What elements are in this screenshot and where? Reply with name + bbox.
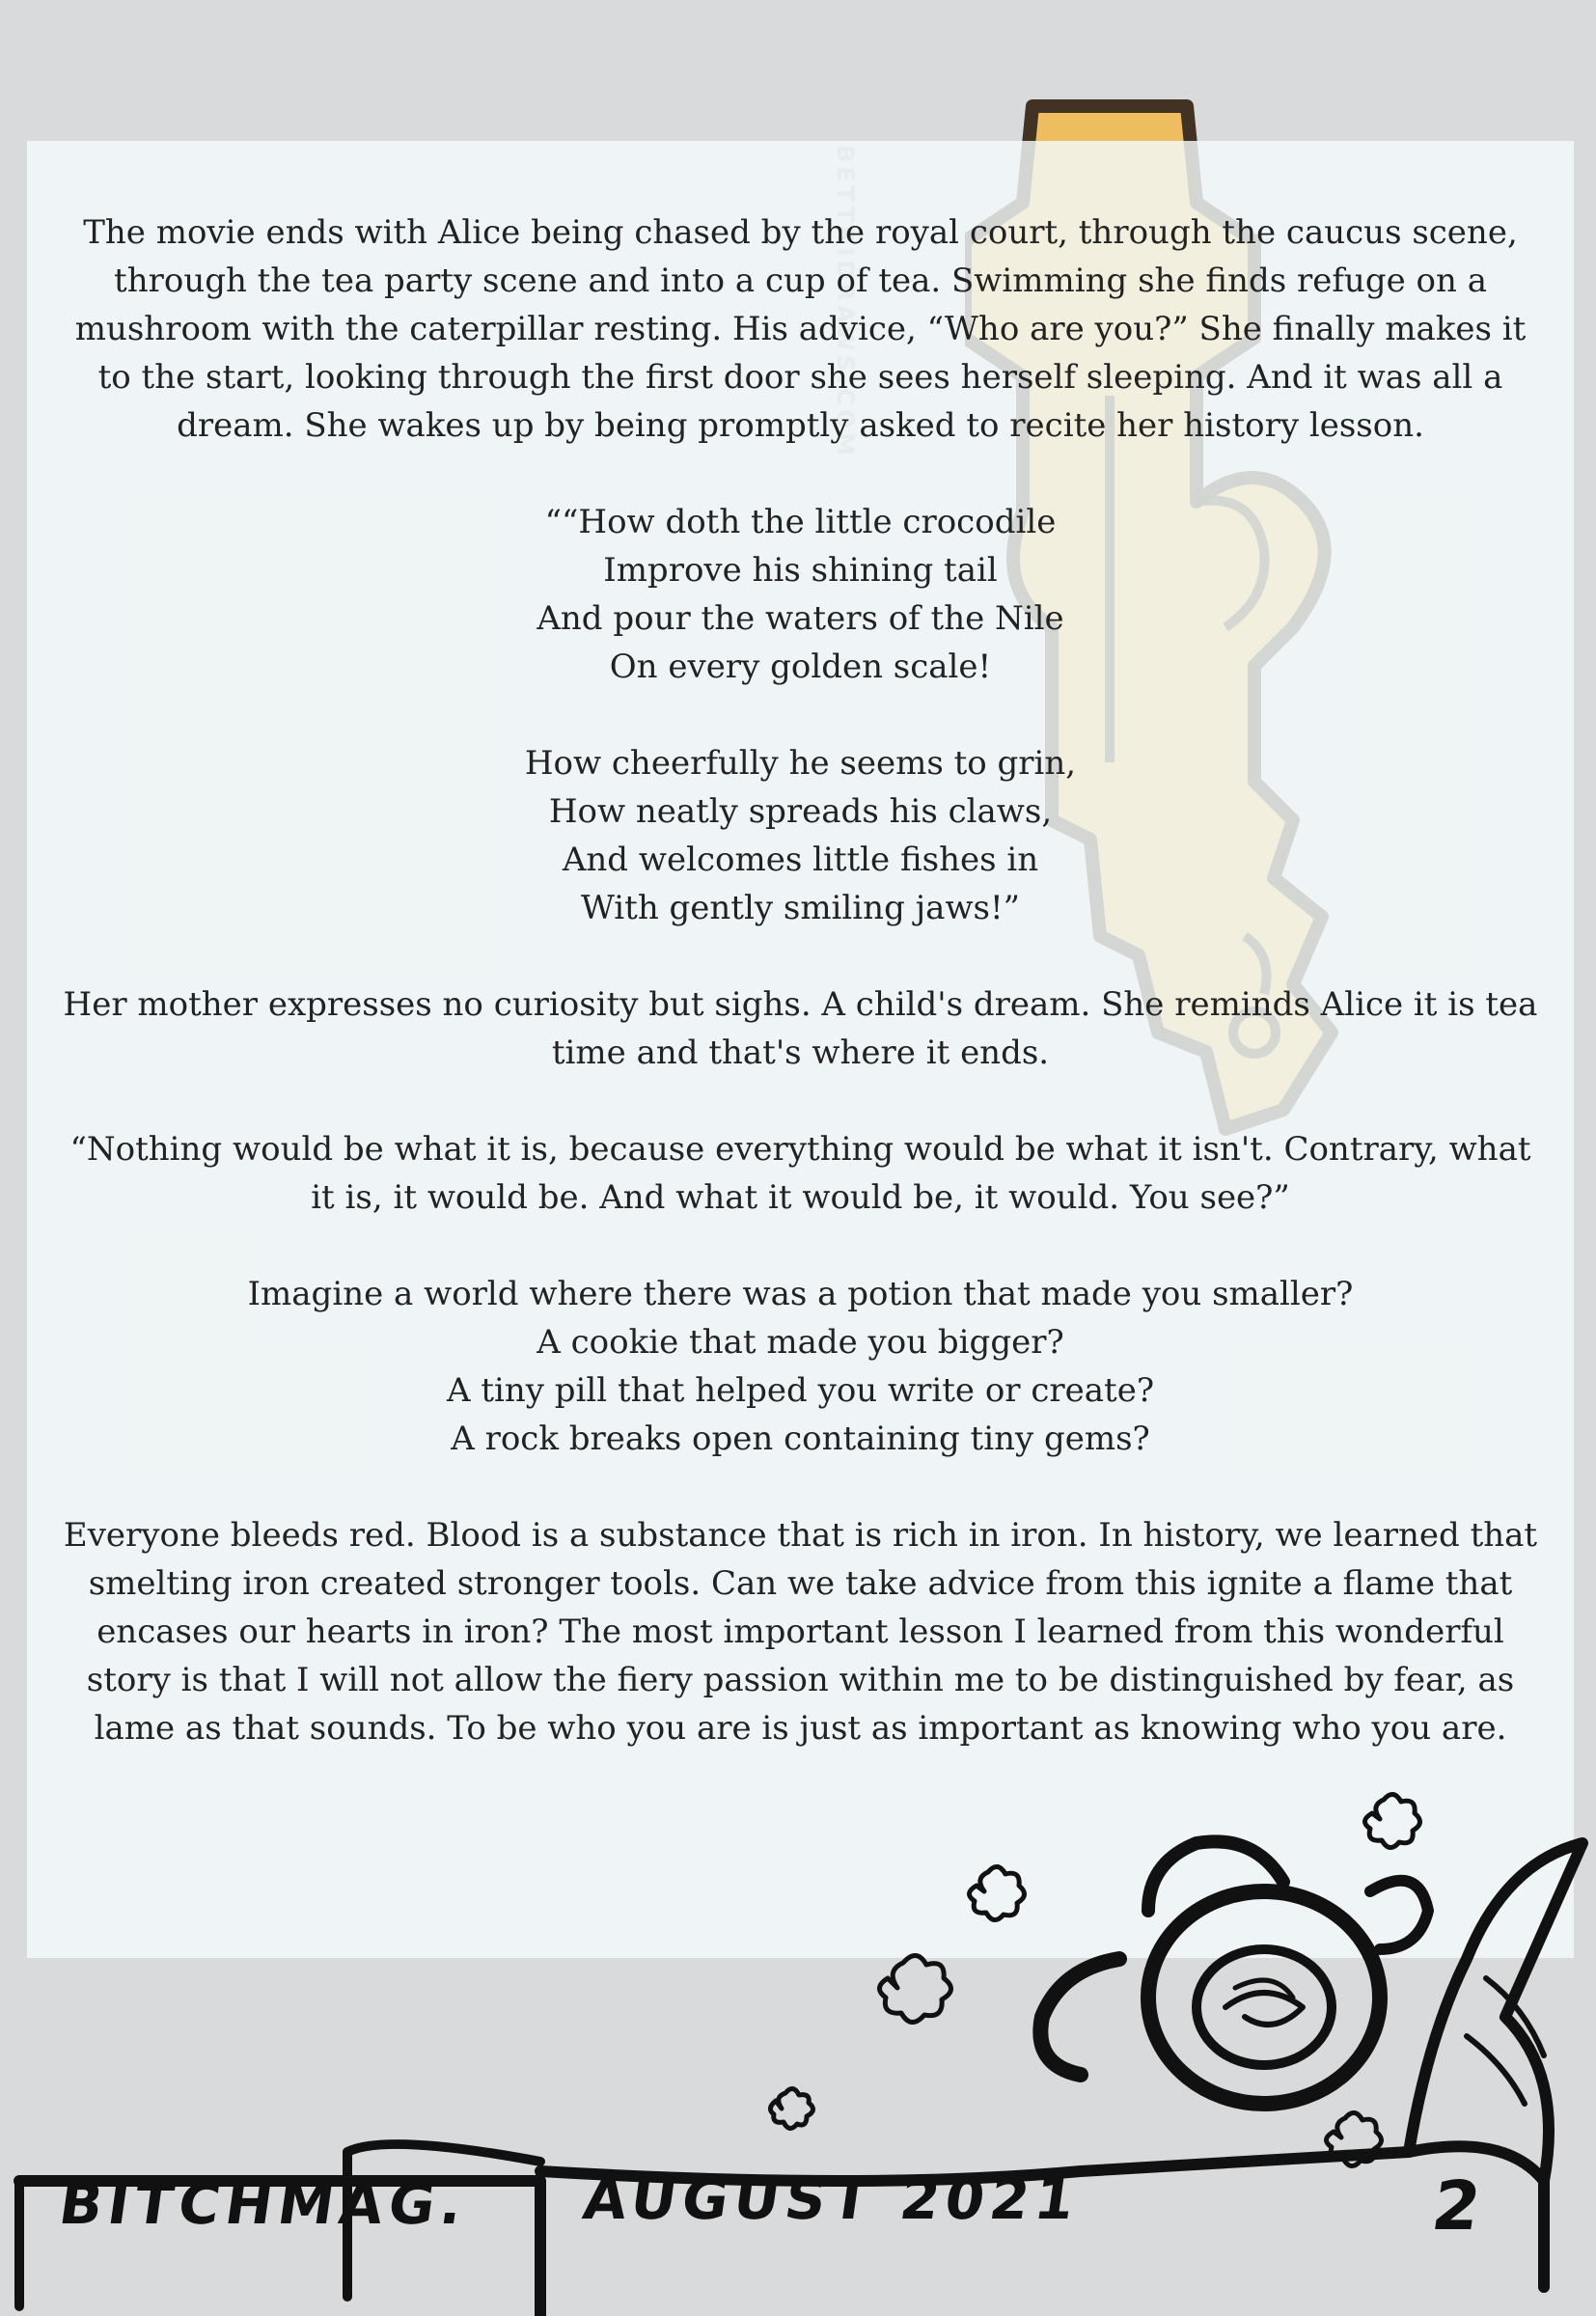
publication-name: BITCHMAG. bbox=[55, 2171, 473, 2237]
paragraph-mother: Her mother expresses no curiosity but sighs. A child's dream. She reminds Alice it is tea time and that's where it ends. bbox=[63, 985, 1538, 1072]
page-number: 2 bbox=[1427, 2166, 1492, 2246]
question-line: A rock breaks open containing tiny gems? bbox=[451, 1420, 1150, 1458]
poem-line: ““How doth the little crocodile bbox=[544, 503, 1057, 541]
poem-line: And welcomes little fishes in bbox=[562, 841, 1039, 879]
poem-line: With gently smiling jaws!” bbox=[580, 889, 1021, 927]
paragraph-conclusion: Everyone bleeds red. Blood is a substance that is rich in iron. In history, we learned that smelting iron created stronger tools. Can we take advice from this ignite a flame that encases our hearts in iron? The most important lesson I learned from this wonderful story is that I will not allow the fiery passion within me to be distinguished by fear, as lame as that sounds. To be who you are is just as important as knowing who you are. bbox=[63, 1516, 1538, 1748]
issue-date: AUGUST 2021 bbox=[579, 2166, 1085, 2232]
poem-stanza-1 bbox=[27, 498, 1574, 691]
poem-line: Improve his shining tail bbox=[603, 551, 998, 590]
questions-block bbox=[27, 1270, 1574, 1463]
article-body bbox=[27, 208, 1574, 1801]
poem-line: How cheerfully he seems to grin, bbox=[524, 744, 1077, 783]
poem-line: On every golden scale! bbox=[609, 648, 992, 686]
content-panel bbox=[27, 141, 1574, 1958]
paragraph-quote: “Nothing would be what it is, because everything would be what it isn't. Contrary, what it is, it would be. And what it would be, it would. You see?” bbox=[69, 1130, 1531, 1217]
poem-stanza-2 bbox=[27, 739, 1574, 932]
question-line: Imagine a world where there was a potion that made you smaller? bbox=[247, 1275, 1354, 1313]
poem-line: And pour the waters of the Nile bbox=[537, 599, 1064, 638]
paragraph-ending: The movie ends with Alice being chased by the royal court, through the caucus scene, through the tea party scene and into a cup of tea. Swimming she finds refuge on a mushroom with the caterpillar resting. His advice, “Who are you?” She finally makes it to the start, looking through the first door she sees herself sleeping. And it was all a dream. She wakes up by being promptly asked to recite her history lesson. bbox=[74, 213, 1527, 445]
question-line: A cookie that made you bigger? bbox=[537, 1323, 1064, 1362]
poem-line: How neatly spreads his claws, bbox=[548, 792, 1053, 831]
question-line: A tiny pill that helped you write or create? bbox=[446, 1371, 1155, 1410]
